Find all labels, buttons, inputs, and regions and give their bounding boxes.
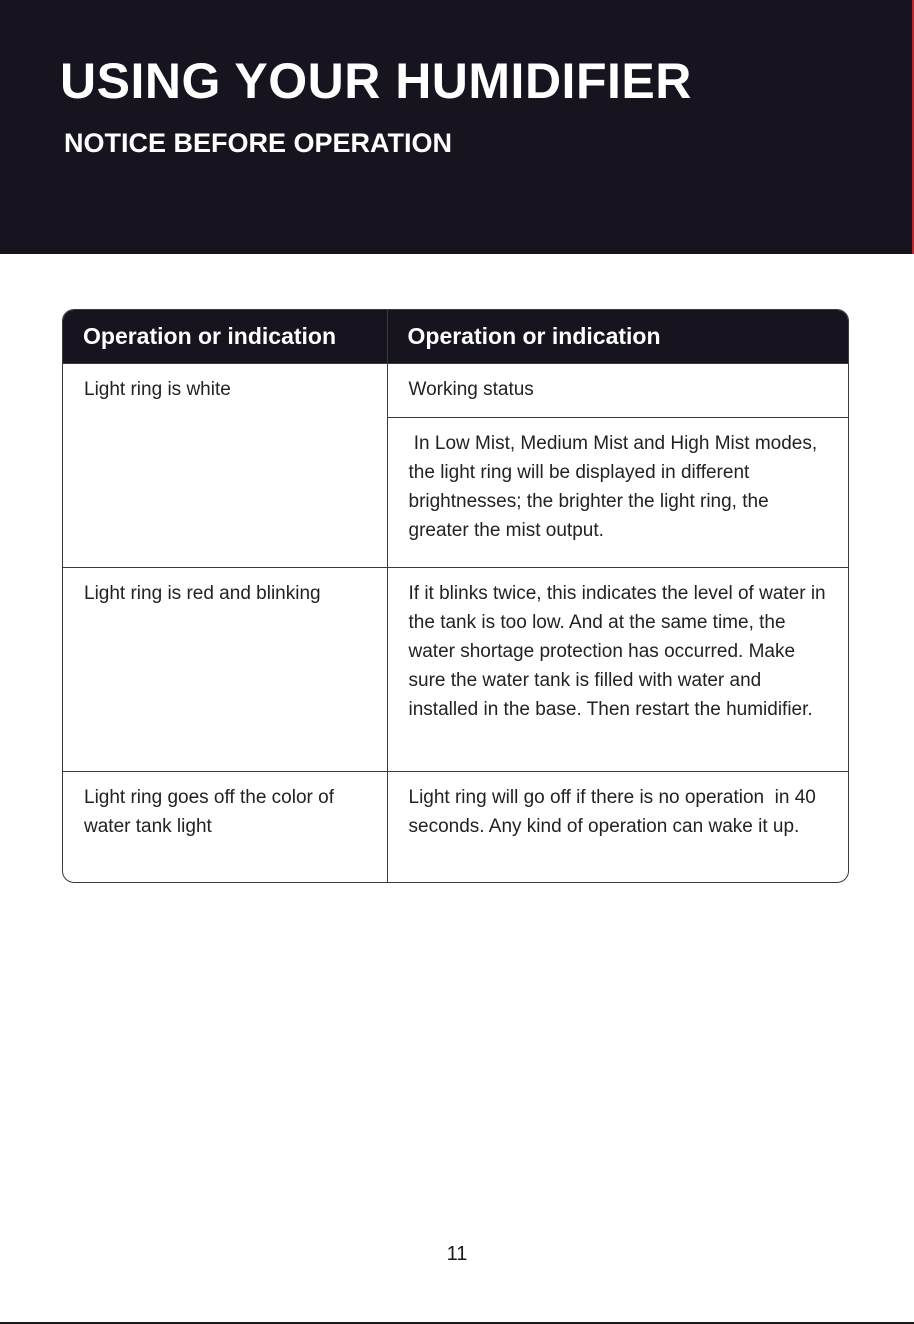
description-cell: If it blinks twice, this indicates the level of water in the tank is too low. And at the same time, the water shortage protection has occurred. Make sure the water tank is filled with water and installed in the base. Then restart the humidifier. [387, 567, 848, 771]
page-subtitle: NOTICE BEFORE OPERATION [64, 128, 453, 158]
description-cell: Light ring will go off if there is no operation in 40 seconds. Any kind of operation can wake it up. [387, 771, 848, 882]
table-header-row [63, 310, 848, 363]
page-header-band [0, 0, 912, 254]
description-cell: Working status [387, 363, 848, 417]
column-header-indication: Operation or indication [63, 310, 387, 363]
table-row [63, 363, 848, 417]
table-row [63, 771, 848, 882]
indication-cell: Light ring goes off the color of water tank light [63, 771, 387, 882]
indication-table [62, 309, 849, 883]
page-number: 11 [446, 1243, 468, 1265]
table-row [63, 567, 848, 771]
indication-cell: Light ring is red and blinking [63, 567, 387, 771]
description-cell: In Low Mist, Medium Mist and High Mist modes, the light ring will be displayed in different brightnesses; the brighter the light ring, the greater the mist output. [387, 417, 848, 567]
column-header-description: Operation or indication [387, 310, 848, 363]
page-title: USING YOUR HUMIDIFIER [60, 53, 692, 109]
indication-cell: Light ring is white [63, 363, 387, 567]
